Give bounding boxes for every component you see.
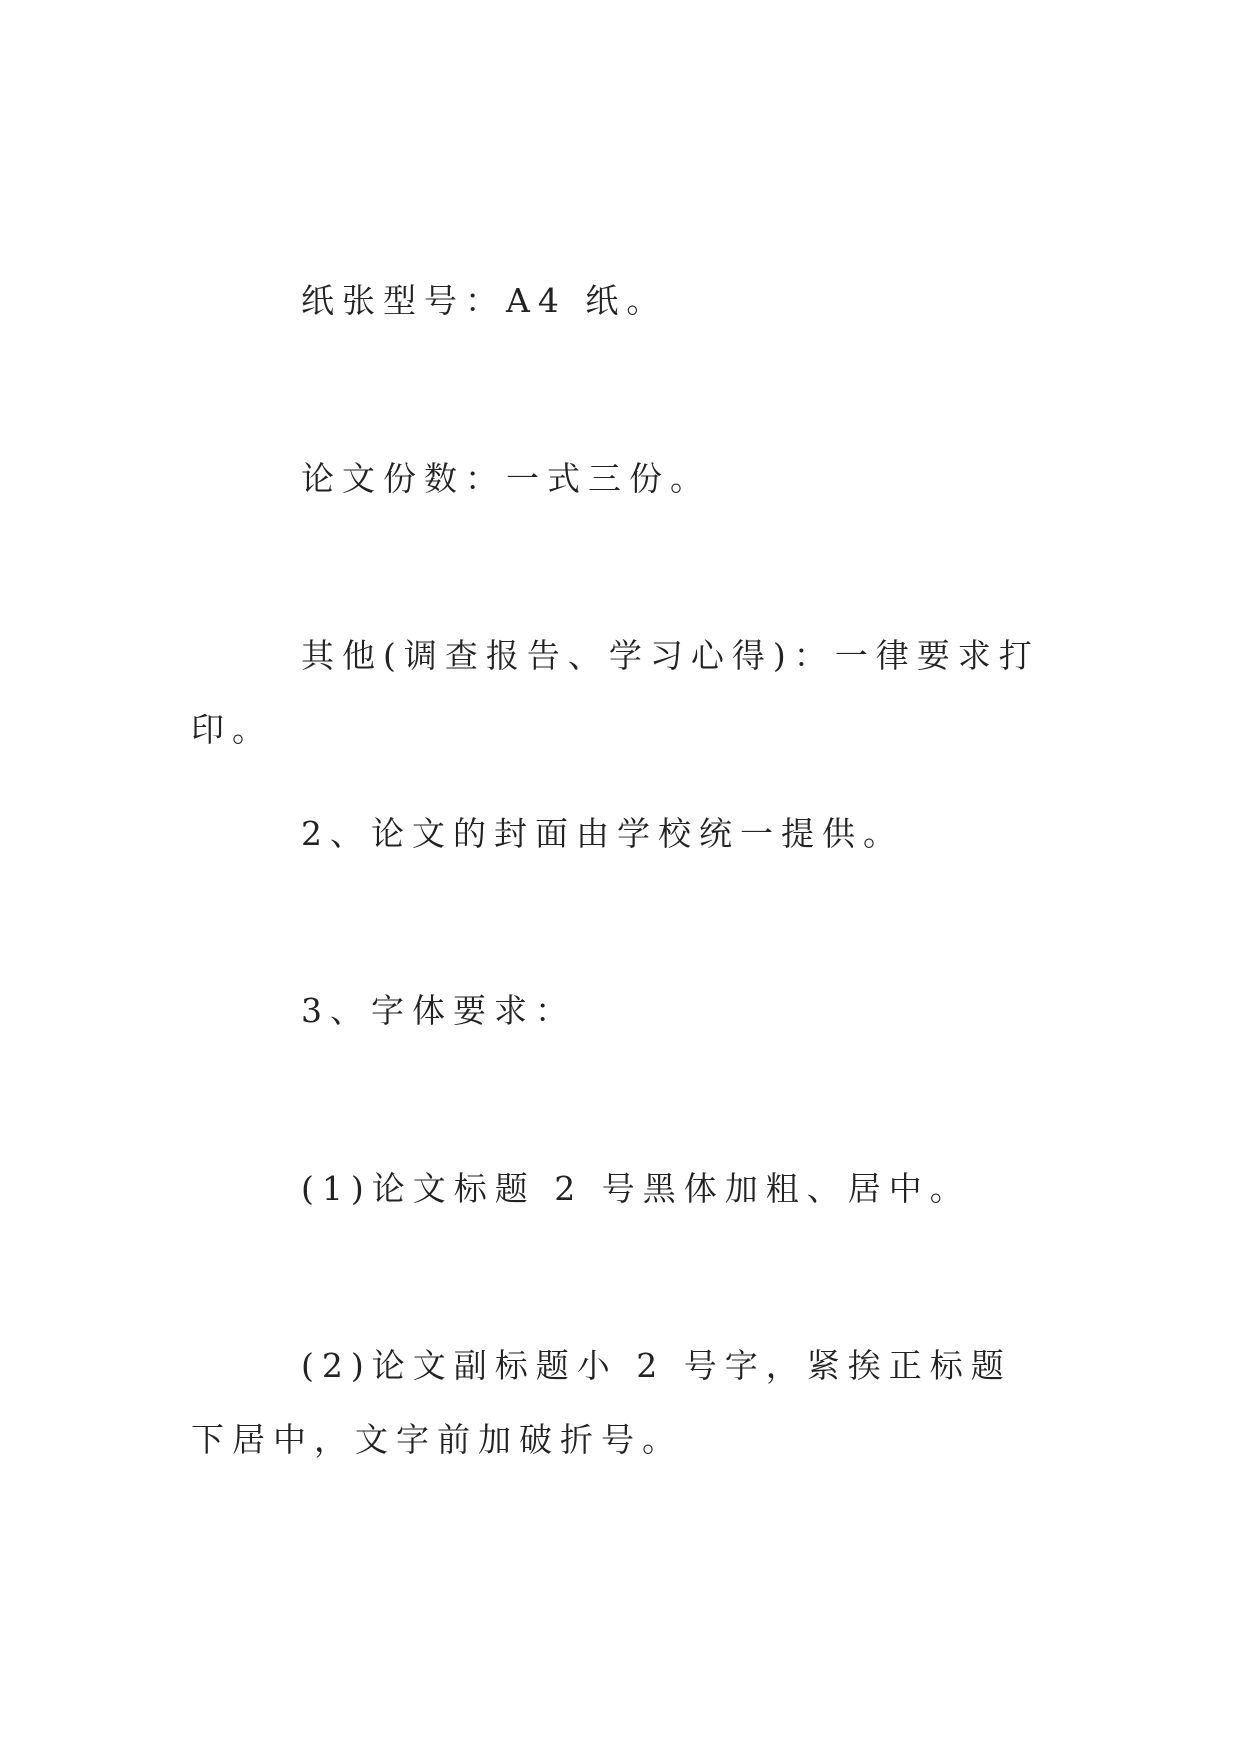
paragraph-copies: 论文份数：一式三份。	[301, 459, 711, 498]
paragraph-other-print: 其他(调查报告、学习心得)：一律要求打印。	[191, 636, 1040, 749]
paragraph-cover: 2、论文的封面由学校统一提供。	[301, 814, 904, 853]
paragraph-font-requirements: 3、字体要求：	[301, 991, 576, 1030]
paragraph-title-font: (1)论文标题 2 号黑体加粗、居中。	[301, 1169, 971, 1208]
paragraph-subtitle-font: (2)论文副标题小 2 号字，紧挨正标题下居中，文字前加破折号。	[191, 1346, 1012, 1459]
paragraph-paper-size: 纸张型号：A4 纸。	[301, 281, 668, 320]
